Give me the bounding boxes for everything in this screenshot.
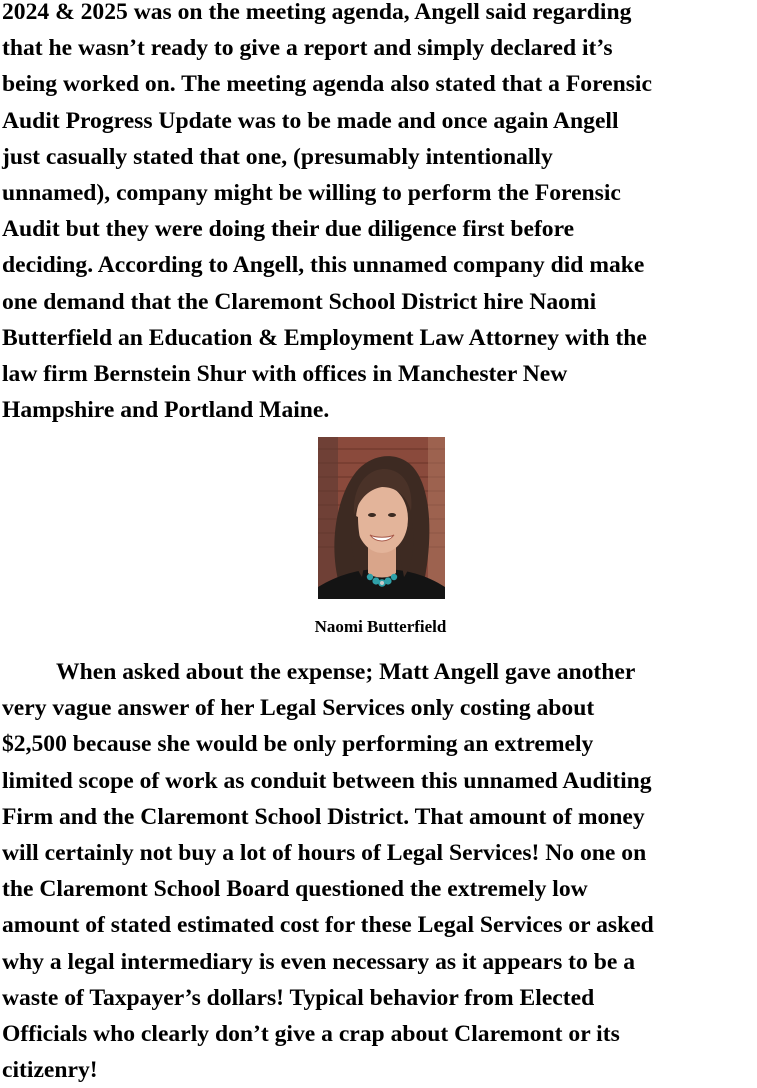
text-line: amount of stated estimated cost for these Legal Services or asked <box>2 912 654 939</box>
photo-caption <box>0 617 757 637</box>
text-line: Audit Progress Update was to be made and once again Angell <box>2 107 619 134</box>
text-line: deciding. According to Angell, this unnamed company did make <box>2 252 645 279</box>
text-line: Hampshire and Portland Maine. <box>2 397 330 424</box>
text-line: $2,500 because she would be only performing an extremely <box>2 731 594 758</box>
text-line: being worked on. The meeting agenda also stated that a Forensic <box>2 71 652 98</box>
text-line: law firm Bernstein Shur with offices in Manchester New <box>2 361 568 388</box>
text-line: Firm and the Claremont School District. That amount of money <box>2 803 645 830</box>
text-line: waste of Taxpayer’s dollars! Typical behavior from Elected <box>2 984 595 1011</box>
text-line: the Claremont School Board questioned the extremely low <box>2 876 588 903</box>
text-line: that he wasn’t ready to give a report and simply declared it’s <box>2 35 613 62</box>
text-line: very vague answer of her Legal Services only costing about <box>2 695 595 722</box>
text-line: 2024 & 2025 was on the meeting agenda, Angell said regarding <box>2 0 632 25</box>
portrait-photo <box>318 437 445 599</box>
text-line: Officials who clearly don’t give a crap about Claremont or its <box>2 1021 620 1048</box>
text-line: why a legal intermediary is even necessary as it appears to be a <box>2 948 636 975</box>
caption-text: Naomi Butterfield <box>314 617 447 636</box>
text-line: will certainly not buy a lot of hours of Legal Services! No one on <box>2 840 647 867</box>
text-line: citizenry! <box>2 1057 98 1084</box>
portrait-illustration <box>318 437 445 599</box>
text-line: limited scope of work as conduit between this unnamed Auditing <box>2 767 652 794</box>
text-line: Audit but they were doing their due diligence first before <box>2 216 575 243</box>
text-line: one demand that the Claremont School District hire Naomi <box>2 288 597 315</box>
paragraph-2 <box>2 654 752 1088</box>
text-line: unnamed), company might be willing to perform the Forensic <box>2 180 621 207</box>
paragraph-1 <box>2 0 752 428</box>
text-line: When asked about the expense; Matt Angell gave another <box>56 659 636 685</box>
text-line: just casually stated that one, (presumably intentionally <box>2 143 553 170</box>
text-line: Butterfield an Education & Employment Law Attorney with the <box>2 324 647 351</box>
